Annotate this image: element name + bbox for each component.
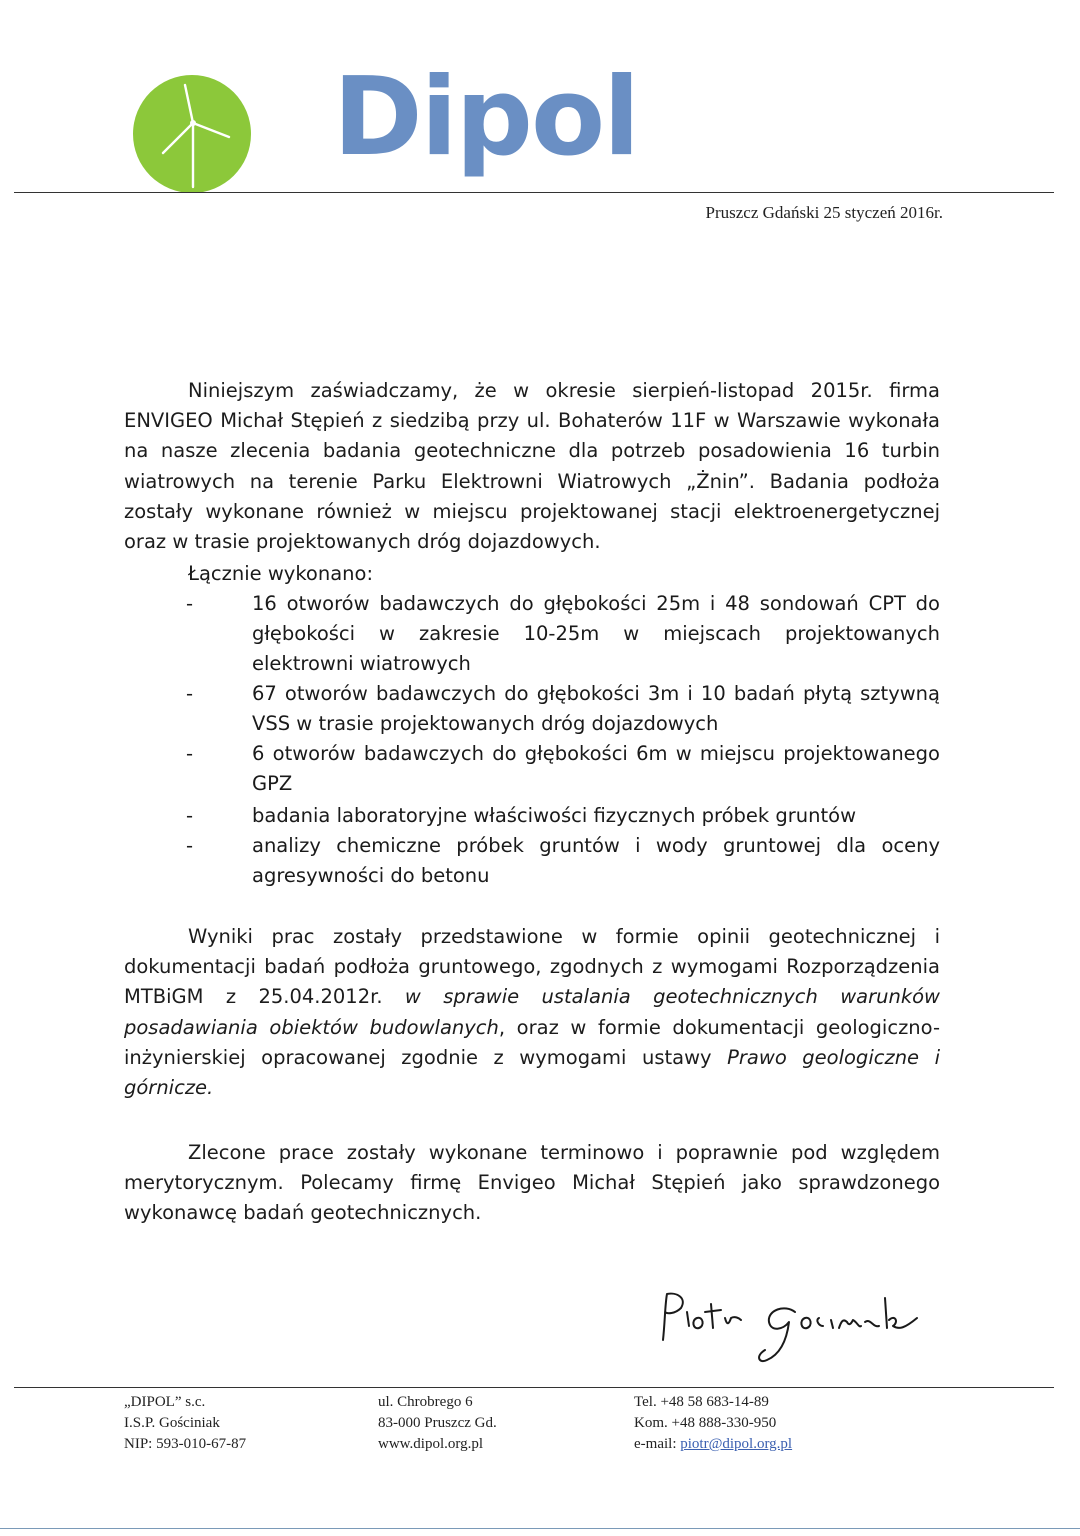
- list-dash: -: [186, 834, 194, 857]
- footer-contact: [634, 1392, 792, 1455]
- footer-nip: NIP: 593-010-67-87: [124, 1436, 247, 1452]
- header-divider: [14, 192, 1054, 193]
- document-date: Pruszcz Gdański 25 styczeń 2016r.: [705, 203, 943, 222]
- footer-company: [124, 1392, 246, 1455]
- paragraph-recommendation: Zlecone prace zostały wykonane terminowo i poprawnie pod względem merytorycznym. Polecamy firmę Envigeo Michał Stępień jako sprawdzonego wykonawcę badań geotechnicznych.: [124, 1141, 940, 1225]
- footer-website: www.dipol.org.pl: [378, 1436, 483, 1452]
- paragraph-results-text-1: Wyniki prac zostały przedstawione w formie opinii geotechnicznej i dokumentacji badań podłoża gruntowego, zgodnych z wymogami Rozporządzenia MTBiGM z 25.04.2012r.: [124, 925, 940, 1009]
- footer-street: ul. Chrobrego 6: [378, 1394, 473, 1410]
- list-dash: -: [186, 592, 194, 615]
- footer-address: [378, 1392, 497, 1455]
- footer-email-label: e-mail:: [634, 1436, 681, 1452]
- company-logo-text: Dipol: [333, 55, 639, 180]
- logo-circle: [133, 75, 251, 193]
- list-item-text: analizy chemiczne próbek gruntów i wody gruntowej dla oceny agresywności do betonu: [252, 834, 940, 887]
- bottom-edge-line: [0, 1528, 1080, 1529]
- list-item-text: 16 otworów badawczych do głębokości 25m i 48 sondowań CPT do głębokości w zakresie 10-25m w miejscach projektowanych elektrowni wiatrowych: [252, 592, 940, 675]
- list-dash: -: [186, 804, 194, 827]
- regulation-title: w sprawie ustalania geotechnicznych warunków posadawiania obiektów budowlanych: [124, 985, 940, 1039]
- footer-company-name: „DIPOL” s.c.: [124, 1394, 206, 1410]
- footer-city: 83-000 Pruszcz Gd.: [378, 1415, 497, 1431]
- paragraph-results: [124, 922, 940, 1103]
- handwritten-signature: [655, 1282, 945, 1372]
- list-dash: -: [186, 742, 194, 765]
- footer-email-line: [634, 1434, 792, 1455]
- footer-email-link[interactable]: piotr@dipol.org.pl: [680, 1436, 793, 1452]
- list-item-text: 6 otworów badawczych do głębokości 6m w miejscu projektowanego GPZ: [252, 742, 940, 795]
- list-dash: -: [186, 682, 194, 705]
- list-item-text: badania laboratoryjne właściwości fizycznych próbek gruntów: [252, 804, 857, 827]
- law-title: Prawo geologiczne i górnicze.: [124, 1045, 940, 1100]
- paragraph-results-text-2: , oraz w formie dokumentacji geologiczno-inżynierskiej opracowanej zgodnie z wymogami ustawy: [124, 1015, 940, 1069]
- summary-intro: Łącznie wykonano:: [188, 562, 374, 585]
- footer-owner: I.S.P. Gościniak: [124, 1415, 220, 1431]
- signature-icon: [655, 1282, 945, 1372]
- wind-turbine-icon: [133, 75, 251, 193]
- list-item-text: 67 otworów badawczych do głębokości 3m i 10 badań płytą sztywną VSS w trasie projektowanych dróg dojazdowych: [252, 682, 940, 735]
- footer-mobile: Kom. +48 888-330-950: [634, 1415, 777, 1431]
- footer-divider: [14, 1387, 1054, 1388]
- footer-phone: Tel. +48 58 683-14-89: [634, 1394, 769, 1410]
- paragraph-intro: Niniejszym zaświadczamy, że w okresie sierpień-listopad 2015r. firma ENVIGEO Michał Stępień z siedzibą przy ul. Bohaterów 11F w Warszawie wykonała na nasze zlecenia badania geotechniczne dla potrzeb posadowienia 16 turbin wiatrowych na terenie Parku Elektrowni Wiatrowych „Żnin”. Badania podłoża zostały wykonane również w miejscu projektowanej stacji elektroenergetycznej oraz w trasie projektowanych dróg dojazdowych.: [124, 379, 940, 554]
